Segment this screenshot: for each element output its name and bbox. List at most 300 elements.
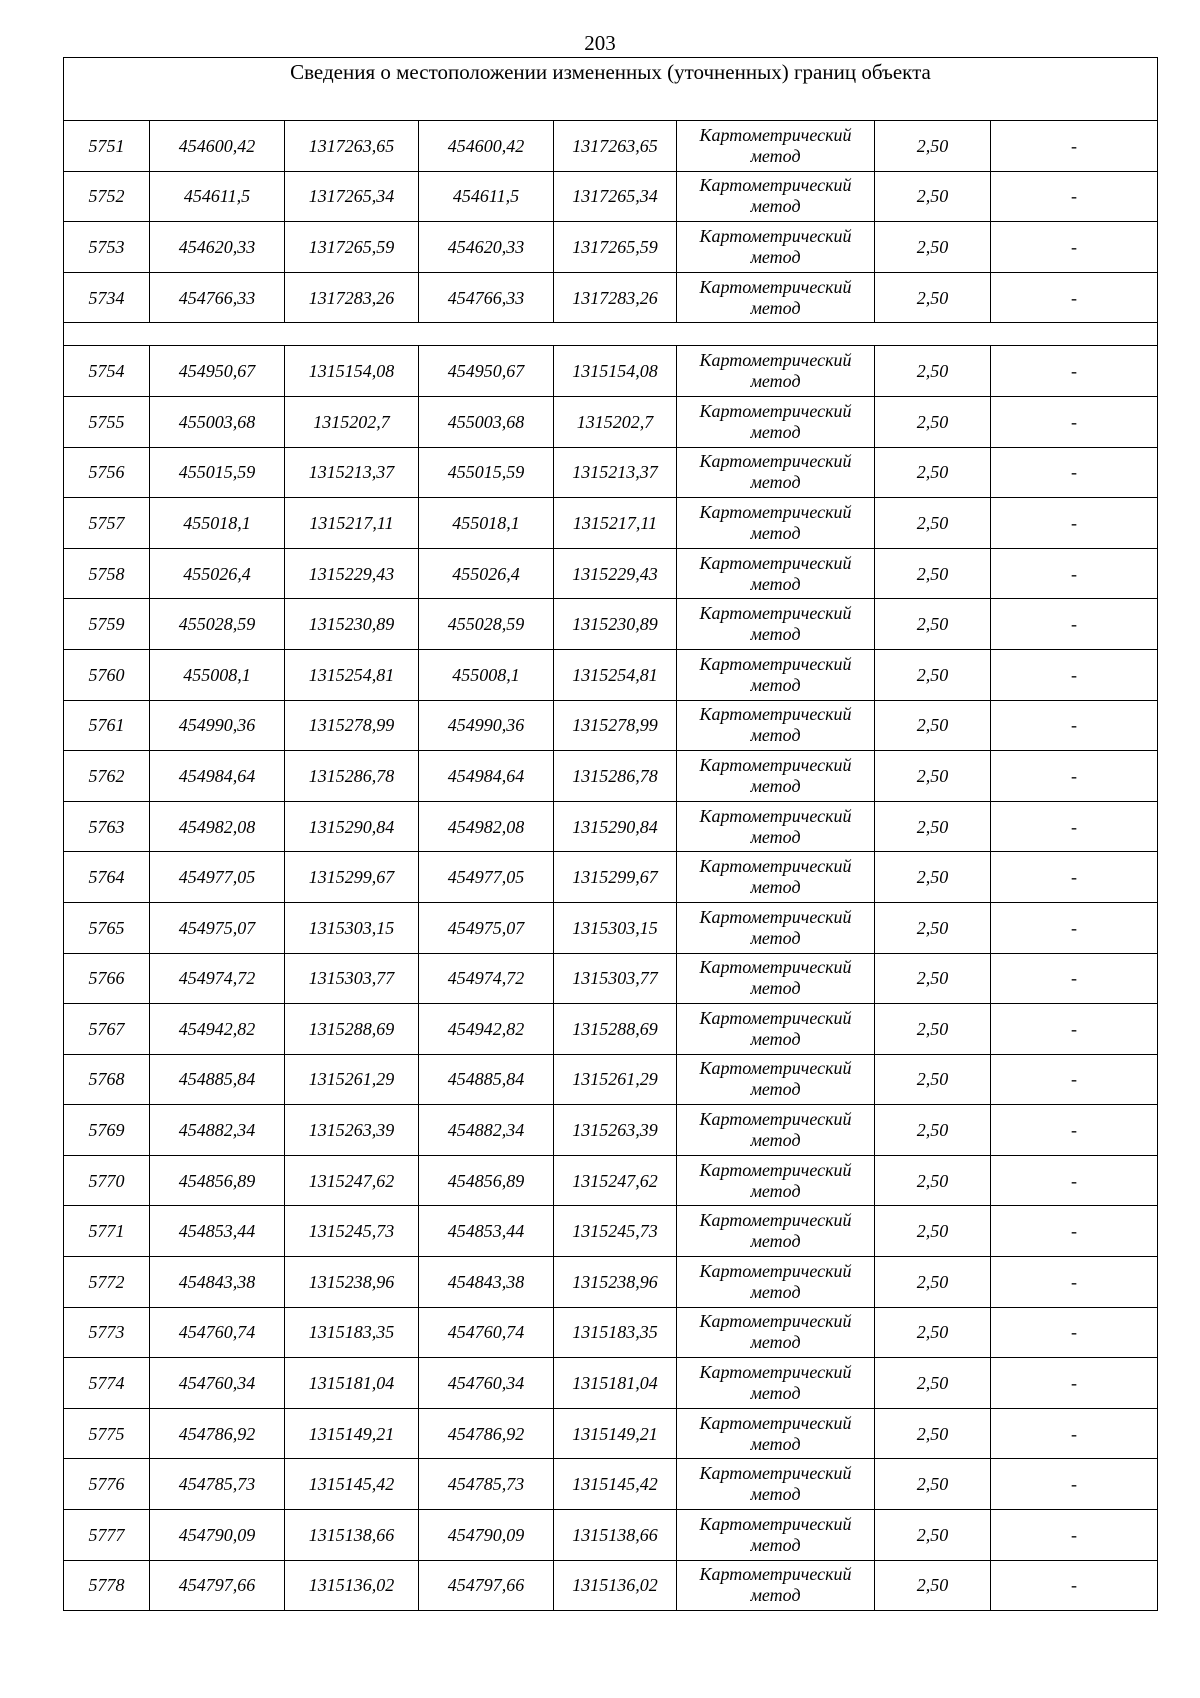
method-line-2: метод: [750, 472, 801, 493]
point-number-cell: 5760: [64, 649, 150, 700]
point-number-cell: 5767: [64, 1004, 150, 1055]
y-existing-cell: 1315261,29: [285, 1054, 419, 1105]
y-new-cell: 1315245,73: [554, 1206, 677, 1257]
x-existing-cell: 454856,89: [150, 1155, 285, 1206]
accuracy-cell: 2,50: [875, 852, 991, 903]
method-line-2: метод: [750, 1332, 801, 1353]
note-cell: -: [991, 1560, 1158, 1611]
method-cell: [677, 1155, 875, 1206]
method-line-2: метод: [750, 421, 801, 442]
accuracy-cell: 2,50: [875, 396, 991, 447]
accuracy-cell: 2,50: [875, 1560, 991, 1611]
method-cell: [677, 222, 875, 273]
accuracy-cell: 2,50: [875, 1358, 991, 1409]
note-cell: -: [991, 751, 1158, 802]
accuracy-cell: 2,50: [875, 801, 991, 852]
x-existing-cell: 454882,34: [150, 1105, 285, 1156]
x-new-cell: 454974,72: [419, 953, 554, 1004]
accuracy-cell: 2,50: [875, 498, 991, 549]
point-number-cell: 5772: [64, 1257, 150, 1308]
point-number-cell: 5768: [64, 1054, 150, 1105]
point-number-cell: 5770: [64, 1155, 150, 1206]
note-cell: -: [991, 1105, 1158, 1156]
y-new-cell: 1315183,35: [554, 1307, 677, 1358]
page-number: 203: [584, 31, 616, 55]
method-cell: [677, 801, 875, 852]
x-new-cell: 454982,08: [419, 801, 554, 852]
note-cell: -: [991, 272, 1158, 323]
x-new-cell: 454990,36: [419, 700, 554, 751]
method-line-2: метод: [750, 1028, 801, 1049]
y-existing-cell: 1315303,77: [285, 953, 419, 1004]
point-number-cell: 5775: [64, 1408, 150, 1459]
x-existing-cell: 454977,05: [150, 852, 285, 903]
method-line-1: Картометрический: [699, 1210, 852, 1231]
note-cell: -: [991, 953, 1158, 1004]
boundary-coordinates-table: [63, 57, 1158, 1611]
note-cell: -: [991, 1054, 1158, 1105]
point-number-cell: 5759: [64, 599, 150, 650]
table-row: [64, 121, 1158, 172]
method-line-1: Картометрический: [699, 501, 852, 522]
table-row: [64, 1358, 1158, 1409]
table-row: [64, 953, 1158, 1004]
note-cell: -: [991, 1004, 1158, 1055]
method-line-2: метод: [750, 246, 801, 267]
method-line-1: Картометрический: [699, 175, 852, 196]
method-line-2: метод: [750, 877, 801, 898]
method-line-1: Картометрический: [699, 1513, 852, 1534]
y-existing-cell: 1315288,69: [285, 1004, 419, 1055]
method-cell: [677, 1004, 875, 1055]
method-line-2: метод: [750, 725, 801, 746]
method-line-1: Картометрический: [699, 754, 852, 775]
y-new-cell: 1315286,78: [554, 751, 677, 802]
accuracy-cell: 2,50: [875, 1004, 991, 1055]
point-number-cell: 5777: [64, 1510, 150, 1561]
note-cell: -: [991, 1408, 1158, 1459]
method-line-2: метод: [750, 145, 801, 166]
method-line-2: метод: [750, 1585, 801, 1606]
y-new-cell: 1315303,77: [554, 953, 677, 1004]
method-line-1: Картометрический: [699, 1007, 852, 1028]
method-line-1: Картометрический: [699, 225, 852, 246]
method-line-1: Картометрический: [699, 1260, 852, 1281]
x-new-cell: 455015,59: [419, 447, 554, 498]
y-existing-cell: 1315154,08: [285, 346, 419, 397]
x-new-cell: 454977,05: [419, 852, 554, 903]
accuracy-cell: 2,50: [875, 1459, 991, 1510]
method-line-1: Картометрический: [699, 400, 852, 421]
method-line-2: метод: [750, 826, 801, 847]
point-number-cell: 5734: [64, 272, 150, 323]
method-line-1: Картометрический: [699, 451, 852, 472]
accuracy-cell: 2,50: [875, 548, 991, 599]
method-line-2: метод: [750, 1079, 801, 1100]
y-new-cell: 1315299,67: [554, 852, 677, 903]
note-cell: -: [991, 801, 1158, 852]
point-number-cell: 5761: [64, 700, 150, 751]
note-cell: -: [991, 346, 1158, 397]
x-new-cell: 454785,73: [419, 1459, 554, 1510]
note-cell: -: [991, 121, 1158, 172]
method-line-1: Картометрический: [699, 1109, 852, 1130]
y-new-cell: 1315145,42: [554, 1459, 677, 1510]
accuracy-cell: 2,50: [875, 902, 991, 953]
accuracy-cell: 2,50: [875, 447, 991, 498]
method-line-2: метод: [750, 927, 801, 948]
note-cell: -: [991, 447, 1158, 498]
accuracy-cell: 2,50: [875, 222, 991, 273]
table-row: [64, 902, 1158, 953]
method-cell: [677, 1105, 875, 1156]
x-existing-cell: 454611,5: [150, 171, 285, 222]
y-new-cell: 1315181,04: [554, 1358, 677, 1409]
x-new-cell: 454600,42: [419, 121, 554, 172]
point-number-cell: 5762: [64, 751, 150, 802]
y-existing-cell: 1315181,04: [285, 1358, 419, 1409]
point-number-cell: 5771: [64, 1206, 150, 1257]
x-new-cell: 455028,59: [419, 599, 554, 650]
table-row: [64, 649, 1158, 700]
y-existing-cell: 1315299,67: [285, 852, 419, 903]
x-new-cell: 454760,74: [419, 1307, 554, 1358]
note-cell: -: [991, 1358, 1158, 1409]
method-line-1: Картометрический: [699, 124, 852, 145]
method-cell: [677, 852, 875, 903]
method-line-1: Картометрический: [699, 1412, 852, 1433]
method-cell: [677, 1358, 875, 1409]
point-number-cell: 5756: [64, 447, 150, 498]
table-row: [64, 1560, 1158, 1611]
y-existing-cell: 1315183,35: [285, 1307, 419, 1358]
method-cell: [677, 700, 875, 751]
method-cell: [677, 751, 875, 802]
y-existing-cell: 1315202,7: [285, 396, 419, 447]
method-cell: [677, 272, 875, 323]
x-new-cell: 454786,92: [419, 1408, 554, 1459]
table-row: [64, 599, 1158, 650]
point-number-cell: 5764: [64, 852, 150, 903]
method-cell: [677, 1408, 875, 1459]
x-existing-cell: 454785,73: [150, 1459, 285, 1510]
method-cell: [677, 953, 875, 1004]
method-line-2: метод: [750, 522, 801, 543]
method-cell: [677, 1307, 875, 1358]
point-number-cell: 5765: [64, 902, 150, 953]
y-existing-cell: 1315217,11: [285, 498, 419, 549]
x-existing-cell: 454974,72: [150, 953, 285, 1004]
x-existing-cell: 455018,1: [150, 498, 285, 549]
accuracy-cell: 2,50: [875, 1510, 991, 1561]
x-existing-cell: 454990,36: [150, 700, 285, 751]
table-row: [64, 396, 1158, 447]
accuracy-cell: 2,50: [875, 171, 991, 222]
x-new-cell: 454950,67: [419, 346, 554, 397]
method-line-1: Картометрический: [699, 1159, 852, 1180]
y-new-cell: 1315290,84: [554, 801, 677, 852]
method-line-2: метод: [750, 978, 801, 999]
y-existing-cell: 1315290,84: [285, 801, 419, 852]
accuracy-cell: 2,50: [875, 1408, 991, 1459]
table-row: [64, 498, 1158, 549]
method-line-1: Картометрический: [699, 906, 852, 927]
accuracy-cell: 2,50: [875, 1206, 991, 1257]
table-row: [64, 1257, 1158, 1308]
y-new-cell: 1315303,15: [554, 902, 677, 953]
method-cell: [677, 599, 875, 650]
y-existing-cell: 1315238,96: [285, 1257, 419, 1308]
method-line-2: метод: [750, 1433, 801, 1454]
accuracy-cell: 2,50: [875, 1307, 991, 1358]
y-new-cell: 1315229,43: [554, 548, 677, 599]
table-row: [64, 801, 1158, 852]
note-cell: -: [991, 852, 1158, 903]
point-number-cell: 5757: [64, 498, 150, 549]
method-cell: [677, 1560, 875, 1611]
method-line-1: Картометрический: [699, 805, 852, 826]
method-cell: [677, 649, 875, 700]
method-line-2: метод: [750, 624, 801, 645]
note-cell: -: [991, 1155, 1158, 1206]
point-number-cell: 5754: [64, 346, 150, 397]
y-new-cell: 1315154,08: [554, 346, 677, 397]
accuracy-cell: 2,50: [875, 953, 991, 1004]
y-existing-cell: 1317283,26: [285, 272, 419, 323]
x-new-cell: 455003,68: [419, 396, 554, 447]
method-line-1: Картометрический: [699, 350, 852, 371]
method-line-1: Картометрический: [699, 1311, 852, 1332]
note-cell: -: [991, 1459, 1158, 1510]
table-row: [64, 1307, 1158, 1358]
x-existing-cell: 454620,33: [150, 222, 285, 273]
accuracy-cell: 2,50: [875, 700, 991, 751]
method-line-2: метод: [750, 1130, 801, 1151]
point-number-cell: 5755: [64, 396, 150, 447]
table-row: [64, 1054, 1158, 1105]
method-cell: [677, 1459, 875, 1510]
x-existing-cell: 454853,44: [150, 1206, 285, 1257]
note-cell: -: [991, 1257, 1158, 1308]
note-cell: -: [991, 548, 1158, 599]
y-existing-cell: 1315263,39: [285, 1105, 419, 1156]
x-new-cell: 454885,84: [419, 1054, 554, 1105]
accuracy-cell: 2,50: [875, 1155, 991, 1206]
y-new-cell: 1315254,81: [554, 649, 677, 700]
note-cell: -: [991, 396, 1158, 447]
accuracy-cell: 2,50: [875, 751, 991, 802]
table-row: [64, 700, 1158, 751]
y-new-cell: 1317265,34: [554, 171, 677, 222]
note-cell: -: [991, 1307, 1158, 1358]
x-existing-cell: 454790,09: [150, 1510, 285, 1561]
method-cell: [677, 1054, 875, 1105]
y-new-cell: 1315288,69: [554, 1004, 677, 1055]
method-line-2: метод: [750, 1383, 801, 1404]
method-cell: [677, 548, 875, 599]
y-new-cell: 1315263,39: [554, 1105, 677, 1156]
x-existing-cell: 455008,1: [150, 649, 285, 700]
table-row: [64, 222, 1158, 273]
method-line-2: метод: [750, 1180, 801, 1201]
table-row: [64, 548, 1158, 599]
method-line-2: метод: [750, 573, 801, 594]
y-existing-cell: 1315138,66: [285, 1510, 419, 1561]
y-existing-cell: 1315230,89: [285, 599, 419, 650]
table-row: [64, 1510, 1158, 1561]
y-existing-cell: 1315278,99: [285, 700, 419, 751]
y-new-cell: 1315213,37: [554, 447, 677, 498]
separator-cell: [64, 323, 1158, 346]
note-cell: -: [991, 902, 1158, 953]
y-existing-cell: 1315229,43: [285, 548, 419, 599]
method-line-1: Картометрический: [699, 704, 852, 725]
x-new-cell: 454620,33: [419, 222, 554, 273]
point-number-cell: 5769: [64, 1105, 150, 1156]
table-row: [64, 1155, 1158, 1206]
y-existing-cell: 1317263,65: [285, 121, 419, 172]
table-row: [64, 171, 1158, 222]
note-cell: -: [991, 700, 1158, 751]
accuracy-cell: 2,50: [875, 1105, 991, 1156]
x-new-cell: 455018,1: [419, 498, 554, 549]
table-title: Сведения о местоположении измененных (уточненных) границ объекта: [64, 58, 1158, 121]
point-number-cell: 5752: [64, 171, 150, 222]
x-existing-cell: 454766,33: [150, 272, 285, 323]
table-row: [64, 272, 1158, 323]
note-cell: -: [991, 171, 1158, 222]
y-new-cell: 1315238,96: [554, 1257, 677, 1308]
x-existing-cell: 454885,84: [150, 1054, 285, 1105]
y-existing-cell: 1315254,81: [285, 649, 419, 700]
point-number-cell: 5751: [64, 121, 150, 172]
accuracy-cell: 2,50: [875, 1054, 991, 1105]
x-existing-cell: 454600,42: [150, 121, 285, 172]
table-row: [64, 1408, 1158, 1459]
x-existing-cell: 454975,07: [150, 902, 285, 953]
accuracy-cell: 2,50: [875, 649, 991, 700]
method-line-2: метод: [750, 196, 801, 217]
method-cell: [677, 1510, 875, 1561]
y-existing-cell: 1315247,62: [285, 1155, 419, 1206]
x-new-cell: 454984,64: [419, 751, 554, 802]
y-new-cell: 1315202,7: [554, 396, 677, 447]
y-existing-cell: 1315286,78: [285, 751, 419, 802]
table-row: [64, 346, 1158, 397]
x-new-cell: 454882,34: [419, 1105, 554, 1156]
x-existing-cell: 455003,68: [150, 396, 285, 447]
note-cell: -: [991, 498, 1158, 549]
method-cell: [677, 447, 875, 498]
x-new-cell: 454790,09: [419, 1510, 554, 1561]
accuracy-cell: 2,50: [875, 272, 991, 323]
point-number-cell: 5773: [64, 1307, 150, 1358]
method-line-2: метод: [750, 674, 801, 695]
y-existing-cell: 1315245,73: [285, 1206, 419, 1257]
method-line-1: Картометрический: [699, 1463, 852, 1484]
x-existing-cell: 455028,59: [150, 599, 285, 650]
method-cell: [677, 171, 875, 222]
x-new-cell: 454760,34: [419, 1358, 554, 1409]
method-line-2: метод: [750, 1231, 801, 1252]
x-new-cell: 454843,38: [419, 1257, 554, 1308]
point-number-cell: 5778: [64, 1560, 150, 1611]
x-new-cell: 454797,66: [419, 1560, 554, 1611]
table-row: [64, 1459, 1158, 1510]
table-body: [64, 58, 1158, 1611]
y-existing-cell: 1315149,21: [285, 1408, 419, 1459]
x-existing-cell: 455026,4: [150, 548, 285, 599]
x-existing-cell: 454760,74: [150, 1307, 285, 1358]
separator-row: [64, 323, 1158, 346]
method-line-2: метод: [750, 371, 801, 392]
y-new-cell: 1315278,99: [554, 700, 677, 751]
method-line-2: метод: [750, 775, 801, 796]
y-new-cell: 1315138,66: [554, 1510, 677, 1561]
table-row: [64, 1004, 1158, 1055]
method-line-1: Картометрический: [699, 1564, 852, 1585]
note-cell: -: [991, 649, 1158, 700]
method-line-2: метод: [750, 1534, 801, 1555]
x-existing-cell: 454950,67: [150, 346, 285, 397]
method-cell: [677, 1206, 875, 1257]
table-row: [64, 1105, 1158, 1156]
method-cell: [677, 121, 875, 172]
method-line-1: Картометрический: [699, 957, 852, 978]
x-existing-cell: 454942,82: [150, 1004, 285, 1055]
point-number-cell: 5774: [64, 1358, 150, 1409]
y-new-cell: 1317263,65: [554, 121, 677, 172]
x-new-cell: 454853,44: [419, 1206, 554, 1257]
point-number-cell: 5776: [64, 1459, 150, 1510]
method-line-1: Картометрический: [699, 856, 852, 877]
method-line-1: Картометрический: [699, 653, 852, 674]
method-line-2: метод: [750, 1484, 801, 1505]
x-new-cell: 454611,5: [419, 171, 554, 222]
accuracy-cell: 2,50: [875, 346, 991, 397]
y-new-cell: 1317265,59: [554, 222, 677, 273]
point-number-cell: 5763: [64, 801, 150, 852]
x-new-cell: 454942,82: [419, 1004, 554, 1055]
table-row: [64, 751, 1158, 802]
x-existing-cell: 454760,34: [150, 1358, 285, 1409]
y-existing-cell: 1317265,59: [285, 222, 419, 273]
table-title-row: [64, 58, 1158, 121]
x-new-cell: 454856,89: [419, 1155, 554, 1206]
x-existing-cell: 454786,92: [150, 1408, 285, 1459]
x-existing-cell: 454984,64: [150, 751, 285, 802]
y-new-cell: 1315217,11: [554, 498, 677, 549]
note-cell: -: [991, 1510, 1158, 1561]
method-cell: [677, 1257, 875, 1308]
method-line-1: Картометрический: [699, 552, 852, 573]
table-row: [64, 852, 1158, 903]
x-new-cell: 454975,07: [419, 902, 554, 953]
point-number-cell: 5753: [64, 222, 150, 273]
y-new-cell: 1317283,26: [554, 272, 677, 323]
table-row: [64, 1206, 1158, 1257]
y-new-cell: 1315261,29: [554, 1054, 677, 1105]
method-cell: [677, 498, 875, 549]
note-cell: -: [991, 599, 1158, 650]
y-new-cell: 1315247,62: [554, 1155, 677, 1206]
y-new-cell: 1315149,21: [554, 1408, 677, 1459]
table-row: [64, 447, 1158, 498]
method-line-2: метод: [750, 297, 801, 318]
y-new-cell: 1315230,89: [554, 599, 677, 650]
note-cell: -: [991, 222, 1158, 273]
y-existing-cell: 1315213,37: [285, 447, 419, 498]
